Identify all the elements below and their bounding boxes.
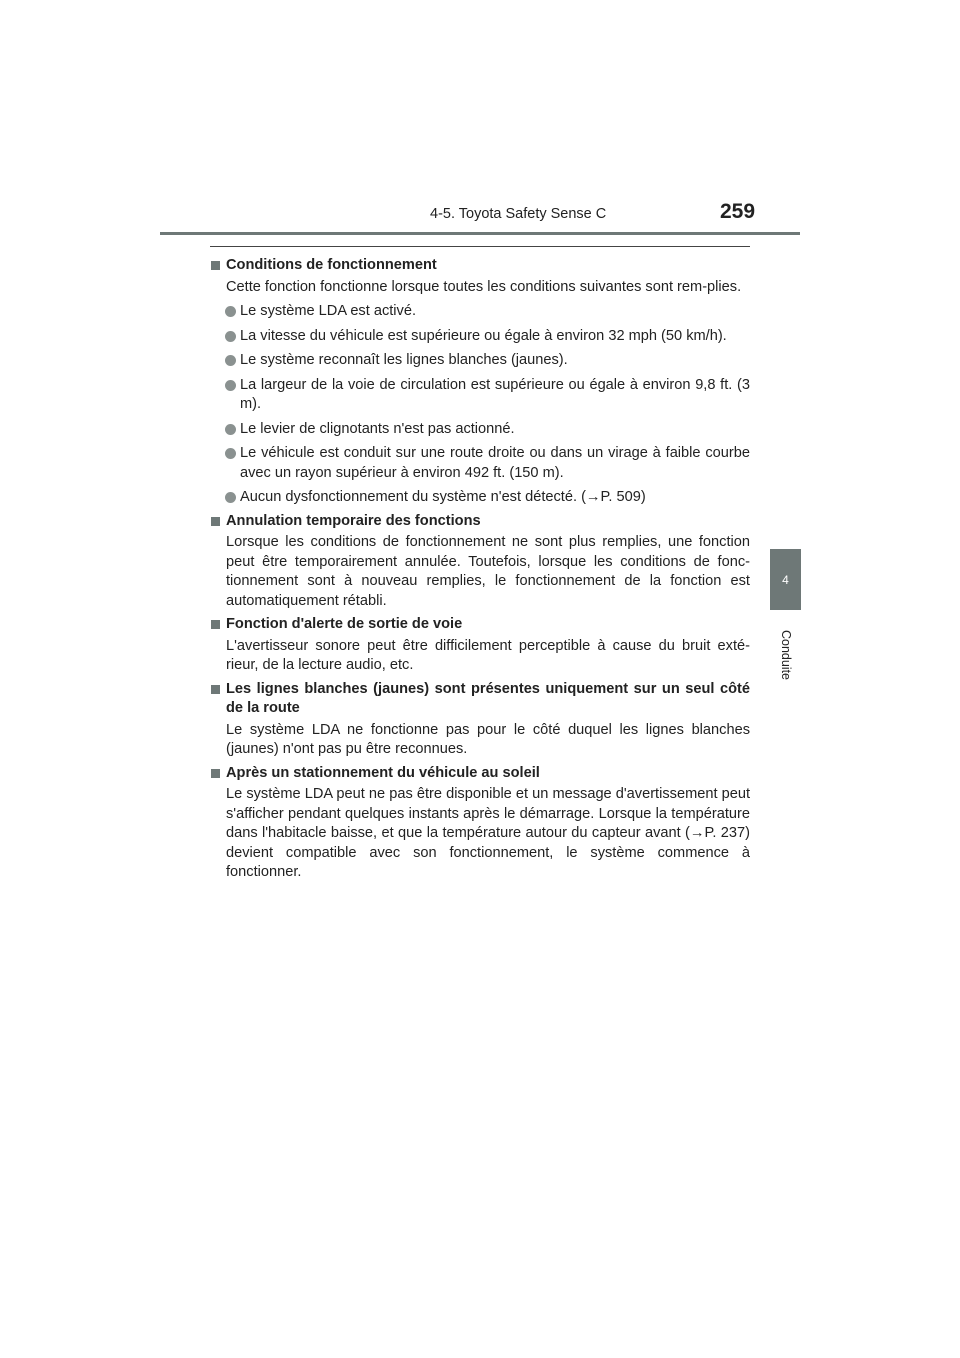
- list-item: La vitesse du véhicule est supérieure ou égale à environ 32 mph (50 km/h).: [211, 327, 750, 347]
- chapter-label: Conduite: [779, 629, 793, 681]
- section-title: Après un stationnement du véhicule au soleil: [211, 764, 750, 784]
- list-item: Le système reconnaît les lignes blanches (jaunes).: [211, 351, 750, 371]
- square-bullet-icon: [211, 769, 220, 778]
- square-bullet-icon: [211, 620, 220, 629]
- list-item: Le système LDA est activé.: [211, 302, 750, 322]
- header-divider: [160, 232, 800, 235]
- list-item: Le levier de clignotants n'est pas actionné.: [211, 420, 750, 440]
- square-bullet-icon: [211, 517, 220, 526]
- square-bullet-icon: [211, 261, 220, 270]
- chapter-number: 4: [782, 572, 789, 587]
- section-one-side-lines: [211, 680, 750, 760]
- condition-list: [211, 302, 750, 508]
- section-lane-departure-alert: [211, 615, 750, 676]
- section-text: Lorsque les conditions de fonctionnement ne sont plus remplies, une fonction peut être temporairement annulée. Toutefois, lorsque les conditions de fonc-tionnement sont à nouveau remplies, le fonctionnement de la fonction est automatiquement rétabli.: [226, 534, 750, 609]
- circle-bullet-icon: [225, 355, 236, 366]
- page-number: 259: [720, 200, 756, 223]
- chapter-tab[interactable]: [770, 549, 801, 610]
- section-parked-in-sun: [211, 764, 750, 883]
- circle-bullet-icon: [225, 492, 236, 503]
- page-content: [211, 256, 750, 887]
- section-title: Fonction d'alerte de sortie de voie: [211, 615, 750, 635]
- section-title: Conditions de fonctionnement: [211, 256, 750, 276]
- circle-bullet-icon: [225, 306, 236, 317]
- square-bullet-icon: [211, 685, 220, 694]
- section-text: L'avertisseur sonore peut être difficilement perceptible à cause du bruit exté-rieur, de la lecture audio, etc.: [226, 637, 750, 673]
- content-divider: [210, 246, 750, 247]
- circle-bullet-icon: [225, 380, 236, 391]
- section-temporary-cancel: [211, 512, 750, 612]
- circle-bullet-icon: [225, 448, 236, 459]
- section-text: Cette fonction fonctionne lorsque toutes les conditions suivantes sont rem-plies.: [226, 278, 742, 295]
- section-title: Les lignes blanches (jaunes) sont présentes uniquement sur un seul côté de la route: [211, 680, 750, 719]
- list-item: Aucun dysfonctionnement du système n'est détecté. (→P. 509): [211, 488, 750, 508]
- section-text: Le système LDA ne fonctionne pas pour le côté duquel les lignes blanches (jaunes) n'ont pas pu être reconnues.: [226, 721, 750, 757]
- circle-bullet-icon: [225, 331, 236, 342]
- section-title: Annulation temporaire des fonctions: [211, 512, 750, 532]
- circle-bullet-icon: [225, 424, 236, 435]
- section-conditions: [211, 256, 750, 508]
- section-text: Le système LDA peut ne pas être disponible et un message d'avertissement peut s'afficher pendant quelques instants après le démarrage. Lorsque la température dans l'habitacle baisse, et que la température autour du capteur avant (→P. 237) devient compatible avec son fonctionnement, le système commence à fonctionner.: [226, 786, 750, 880]
- list-item: Le véhicule est conduit sur une route droite ou dans un virage à faible courbe avec un rayon supérieur à environ 492 ft. (150 m).: [211, 444, 750, 483]
- list-item: La largeur de la voie de circulation est supérieure ou égale à environ 9,8 ft. (3 m).: [211, 376, 750, 415]
- header-section-title: 4-5. Toyota Safety Sense C: [430, 206, 607, 222]
